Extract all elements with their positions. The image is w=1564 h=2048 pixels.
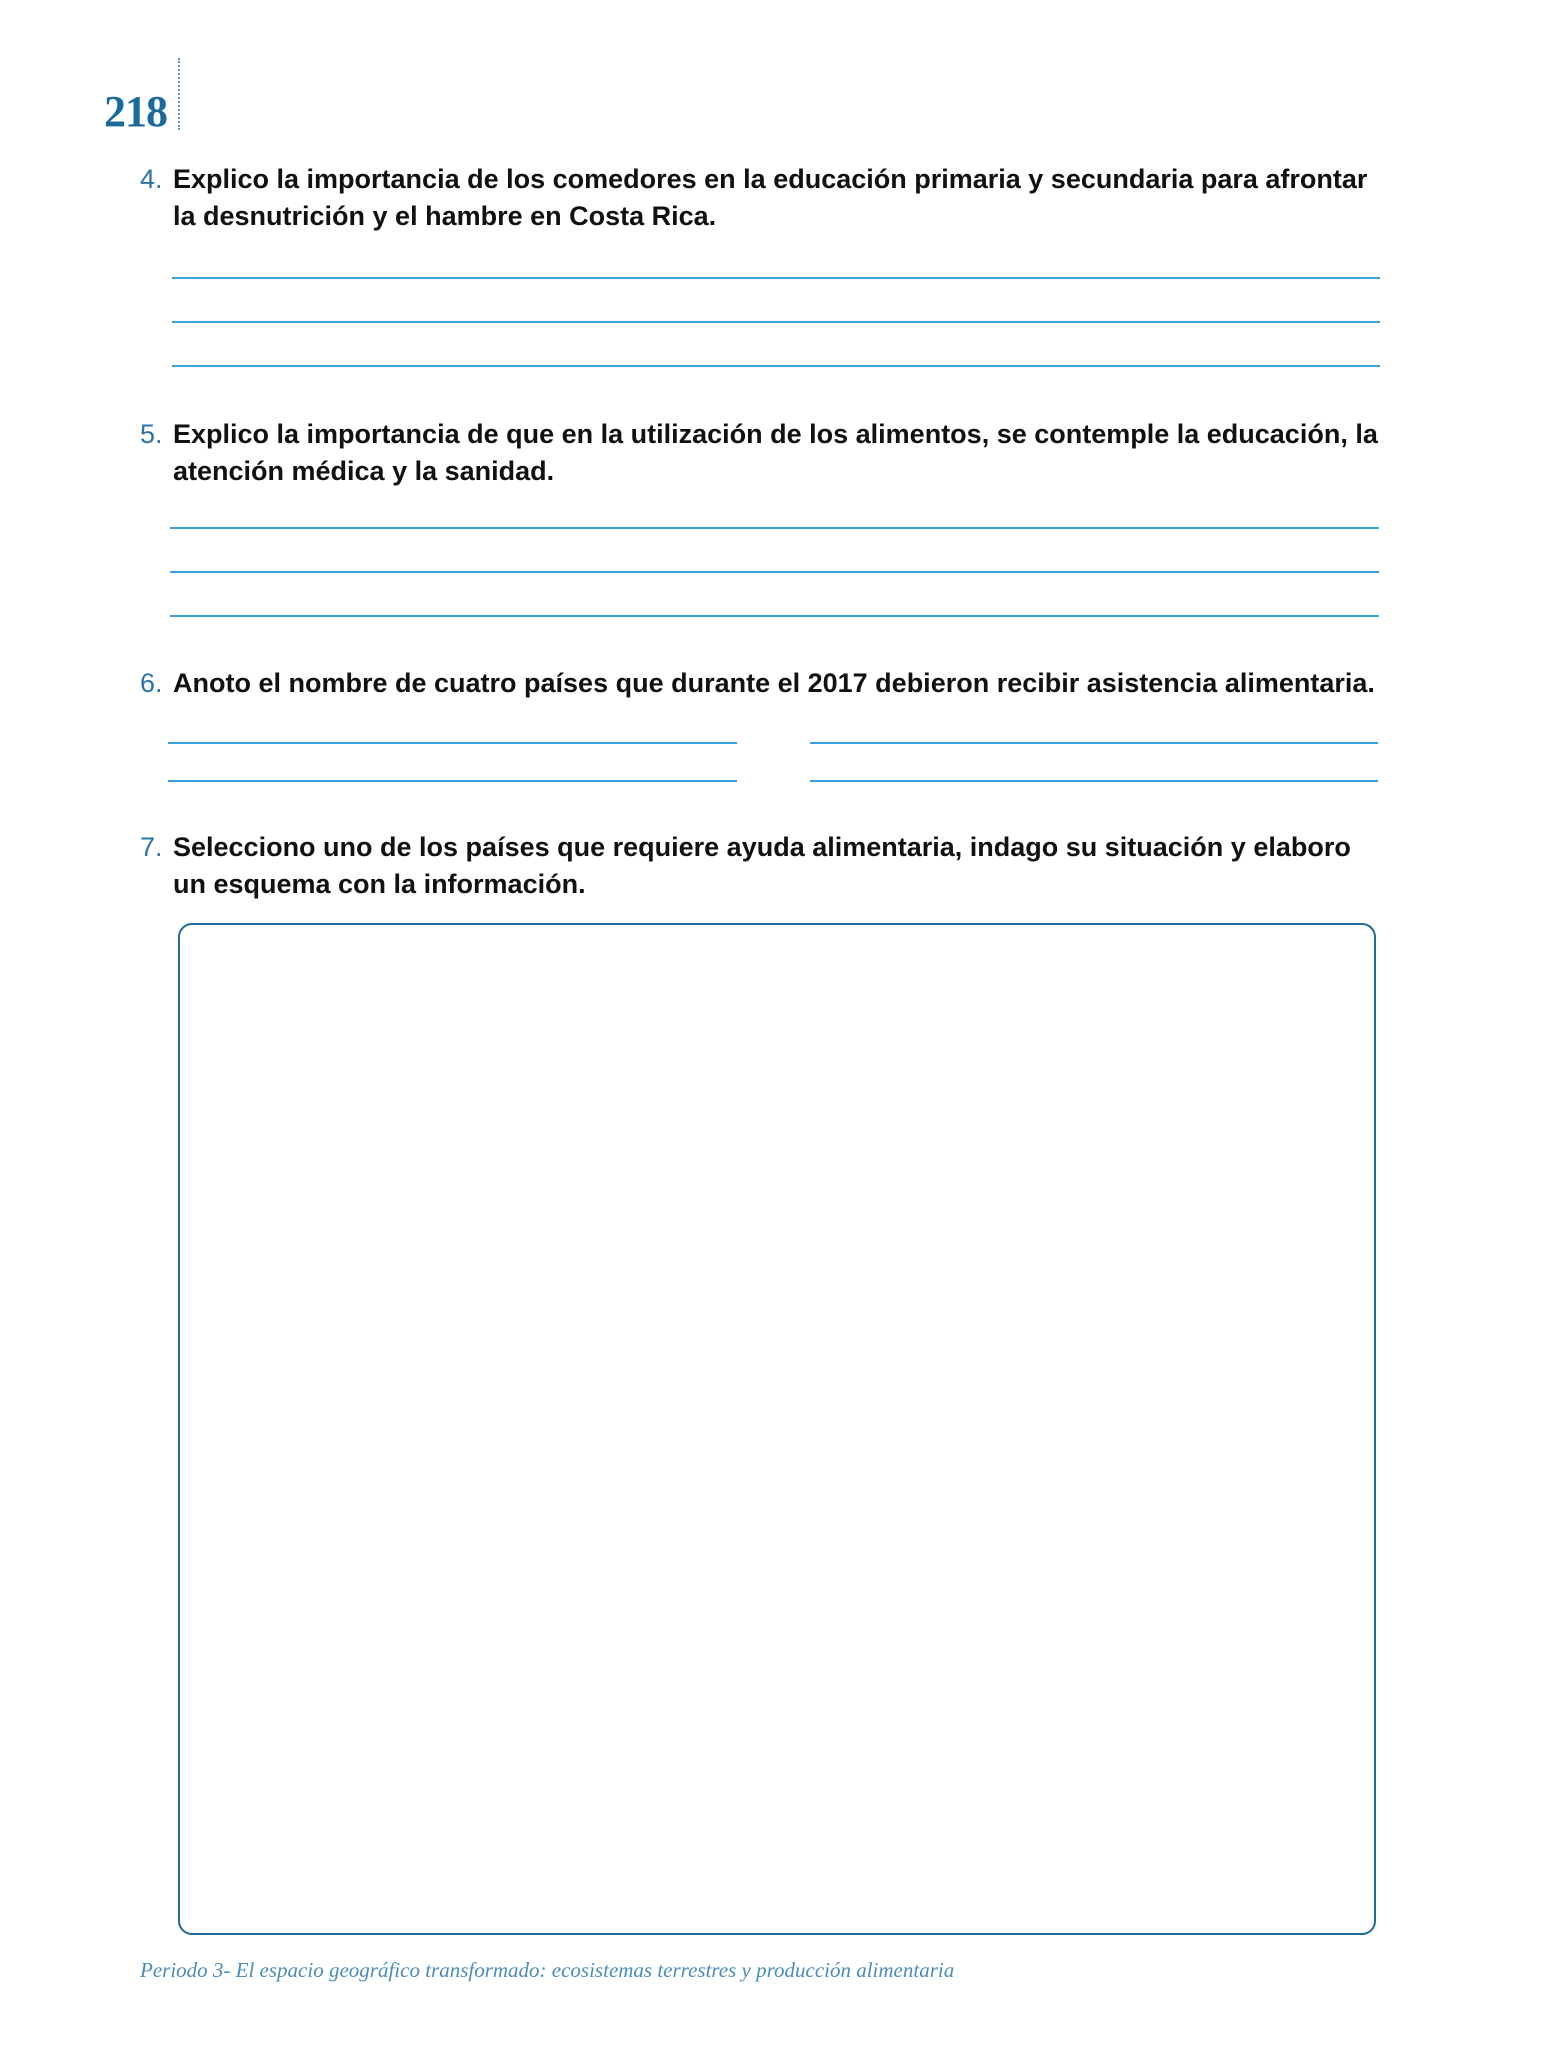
- answer-line[interactable]: [172, 277, 1380, 279]
- answer-line[interactable]: [170, 571, 1379, 573]
- question-text: Anoto el nombre de cuatro países que durante el 2017 debieron recibir asistencia alimentaria.: [173, 668, 1375, 698]
- answer-line-country-2[interactable]: [810, 742, 1378, 744]
- answer-line-country-1[interactable]: [168, 742, 737, 744]
- question-number: 4.: [140, 164, 163, 194]
- question-5: [140, 416, 1385, 490]
- footer: Periodo 3- El espacio geográfico transformado: ecosistemas terrestres y producción alimentaria: [140, 1958, 955, 1982]
- question-4: [140, 161, 1385, 235]
- question-text: Selecciono uno de los países que requiere ayuda alimentaria, indago su situación y elaboro un esquema con la información.: [173, 832, 1351, 899]
- question-text: Explico la importancia de que en la utilización de los alimentos, se contemple la educación, la atención médica y la sanidad.: [173, 419, 1378, 486]
- question-number: 6.: [140, 668, 163, 698]
- answer-line-country-3[interactable]: [168, 780, 737, 782]
- question-6: [140, 665, 1385, 702]
- answer-line[interactable]: [170, 527, 1379, 529]
- answer-line[interactable]: [172, 321, 1380, 323]
- page-number-divider: [178, 58, 180, 130]
- question-number: 7.: [140, 832, 163, 862]
- answer-line-country-4[interactable]: [810, 780, 1378, 782]
- question-text: Explico la importancia de los comedores en la educación primaria y secundaria para afrontar la desnutrición y el hambre en Costa Rica.: [173, 164, 1368, 231]
- answer-line[interactable]: [172, 365, 1380, 367]
- question-number: 5.: [140, 419, 163, 449]
- diagram-answer-box[interactable]: [178, 923, 1376, 1935]
- page-number: 218: [104, 87, 167, 136]
- question-7: [140, 829, 1385, 903]
- answer-line[interactable]: [170, 615, 1379, 617]
